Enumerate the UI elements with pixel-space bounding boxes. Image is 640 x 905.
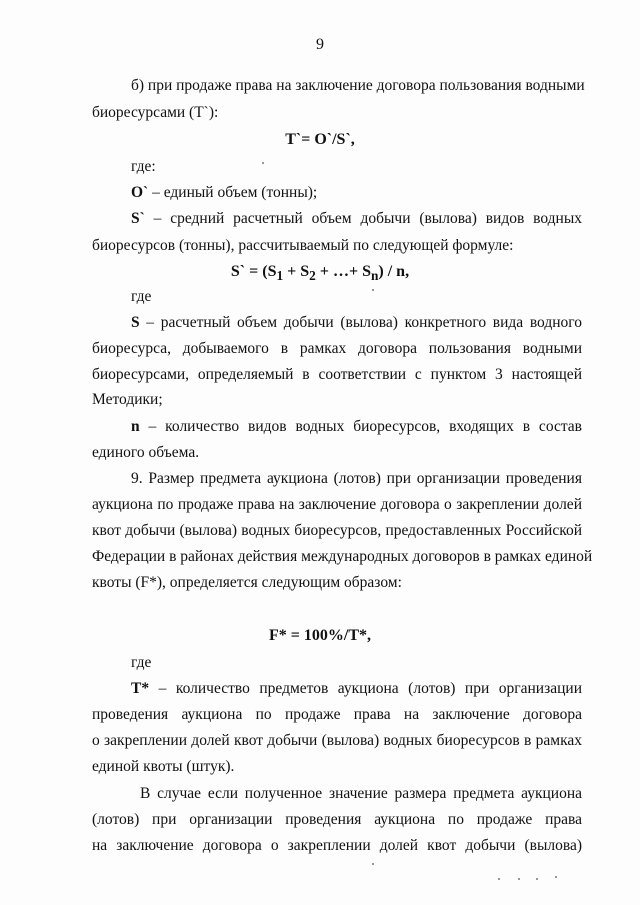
final-paragraph-line-1: В случае если полученное значение размера предмета аукциона [140,785,582,802]
scan-speck [518,878,520,880]
definition-s-line-1 [131,313,582,333]
item-9-line-2: аукциона по продаже права на заключение договора о закреплении долей [92,496,582,513]
scan-speck [555,876,557,878]
symbol-o: O` [131,184,149,201]
where-label-1: где: [131,158,156,175]
where-label-3: где [131,654,152,671]
symbol-s: S [131,314,140,331]
scan-speck [372,863,374,865]
formula-s-sub-n: n [370,268,379,284]
formula-s-prefix: S` = (S [230,263,277,280]
definition-n-line-1 [131,417,582,437]
symbol-n: n [131,418,140,435]
formula-s-mid-2: + …+ S [315,263,371,280]
final-paragraph-line-3: на заключение договора о закреплении долей квот добычи (вылова) [92,837,582,854]
definition-s-line-4: Методики; [92,391,163,408]
item-9-line-3: квот добычи (вылова) водных биоресурсов, предоставленных Российской [92,522,582,539]
scan-speck [498,878,500,880]
definition-t-line-3: о закреплении долей квот добычи (вылова) водных биоресурсов в рамках [92,732,582,749]
definition-s-line-2: биоресурса, добываемого в рамках договора пользования водными [92,340,582,357]
scan-speck [262,162,264,164]
scan-speck [536,878,538,880]
symbol-t: T* [131,680,150,697]
page-number: 9 [316,36,324,53]
item-9-line-4: Федерации в районах действия международных договоров в рамках единой [92,548,593,565]
where-label-2: где [131,288,152,305]
item-9-line-5: квоты (F*), определяется следующим образом: [92,574,402,591]
definition-t-line-1 [131,679,582,699]
definition-t-line-4: единой квоты (штук). [92,758,235,775]
paragraph-b-line-2: биоресурсами (T`): [92,104,219,121]
definition-o [131,183,582,203]
formula-s-sub-1: 1 [276,268,284,284]
symbol-s-avg: S` [131,210,145,227]
formula-t: T`= O`/S`, [285,131,355,148]
formula-s-mid-1: + S [283,263,310,280]
definition-s-avg-line-2: биоресурсов (тонны), рассчитываемый по следующей формуле: [92,237,514,254]
final-paragraph-line-2: (лотов) при организации проведения аукциона по продаже права [92,811,582,828]
definition-s-avg-line-1 [131,209,582,229]
formula-s-avg [0,262,640,286]
formula-s-suffix: ) / n, [378,263,410,280]
formula-f: F* = 100%/T*, [268,627,371,644]
item-9-line-1: 9. Размер предмета аукциона (лотов) при организации проведения [131,470,582,487]
formula-s-sub-2: 2 [309,268,316,284]
definition-o-text: – единый объем (тонны); [148,184,318,201]
definition-t-line-2: проведения аукциона по продаже права на заключение договора [92,706,582,723]
definition-n-text: – количество видов водных биоресурсов, входящих в состав [139,418,582,435]
definition-s-avg-text: – средний расчетный объем добычи (вылова) видов водных [144,210,582,227]
definition-s-text: – расчетный объем добычи (вылова) конкретного вида водного [139,314,582,331]
scan-speck [372,289,374,291]
definition-s-line-3: биоресурсами, определяемый в соответствии с пунктом 3 настоящей [92,366,582,383]
definition-t-text: – количество предметов аукциона (лотов) при организации [149,680,582,697]
paragraph-b-line-1: б) при продаже права на заключение договора пользования водными [131,77,585,94]
definition-n-line-2: единого объема. [92,444,200,461]
